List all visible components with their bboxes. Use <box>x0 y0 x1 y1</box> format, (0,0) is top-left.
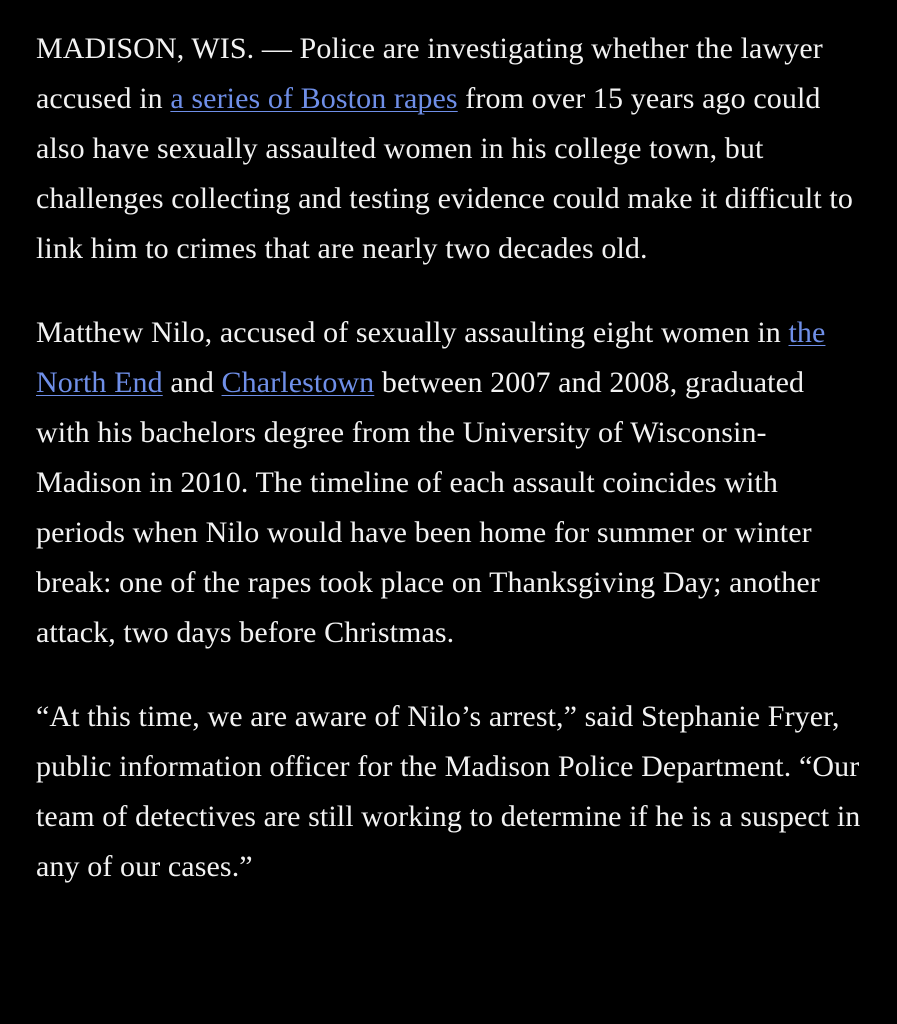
paragraph-text: Matthew Nilo, accused of sexually assaulting eight women in <box>36 316 789 349</box>
paragraph-text: “At this time, we are aware of Nilo’s arrest,” said Stephanie Fryer, public information officer for the Madison Police Department. “Our team of detectives are still working to determine if he is a suspect in any of our cases.” <box>36 700 861 883</box>
paragraph-text: from over 15 years ago could also have sexually assaulted women in his college town, but challenges collecting and testing evidence could make it difficult to link him to crimes that are nearly two decades old. <box>36 82 853 265</box>
paragraph-text: MADISON, WIS. — Police are investigating whether the lawyer accused in <box>36 32 823 115</box>
link-boston-rapes[interactable]: a series of Boston rapes <box>170 82 458 115</box>
link-the-north-end[interactable]: the North End <box>36 316 826 399</box>
link-charlestown[interactable]: Charlestown <box>221 366 375 399</box>
article-paragraph-3 <box>36 692 861 892</box>
article-paragraph-1 <box>36 24 861 274</box>
paragraph-text: between 2007 and 2008, graduated with his bachelors degree from the University of Wisconsin-Madison in 2010. The timeline of each assault coincides with periods when Nilo would have been home for summer or winter break: one of the rapes took place on Thanksgiving Day; another attack, two days before Christmas. <box>36 366 820 649</box>
article-paragraph-2 <box>36 308 861 658</box>
paragraph-text: and <box>162 366 222 399</box>
